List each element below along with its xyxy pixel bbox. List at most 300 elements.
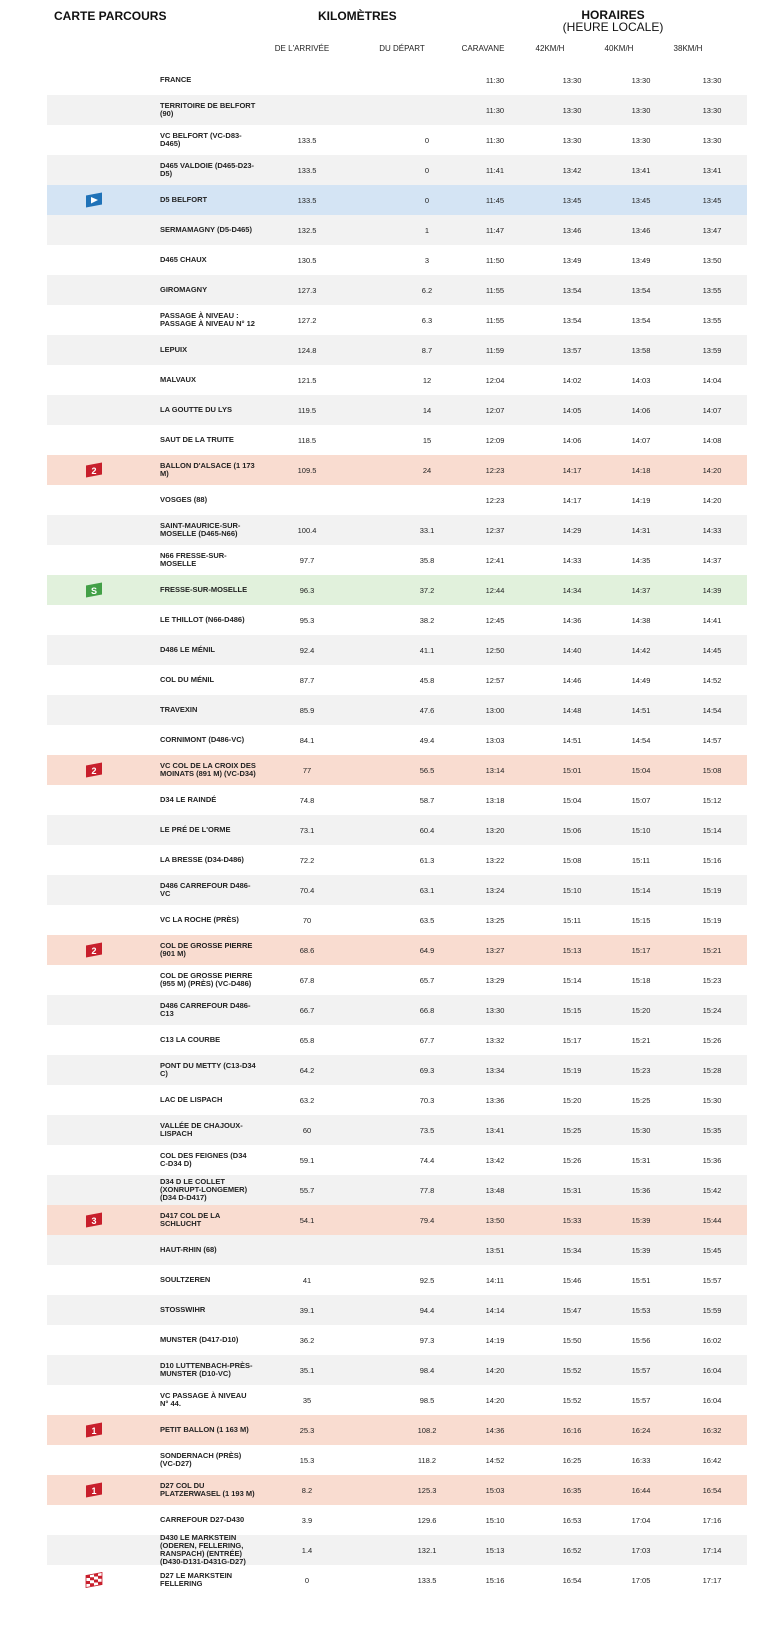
time-caravane: 12:23 (485, 465, 505, 475)
km-from-start: 74.4 (419, 1155, 435, 1165)
header-carte-parcours: CARTE PARCOURS (54, 9, 167, 23)
km-from-start: 38.2 (419, 615, 435, 625)
time-40kmh: 14:42 (631, 645, 651, 655)
header-kilometres: KILOMÈTRES (318, 9, 397, 23)
time-42kmh: 14:05 (562, 405, 582, 415)
time-42kmh: 15:34 (562, 1245, 582, 1255)
time-caravane: 14:20 (485, 1395, 505, 1405)
time-42kmh: 14:48 (562, 705, 582, 715)
time-caravane: 14:14 (485, 1305, 505, 1315)
time-38kmh: 15:30 (702, 1095, 722, 1105)
time-caravane: 11:41 (485, 165, 505, 175)
time-38kmh: 15:24 (702, 1005, 722, 1015)
km-from-arrival: 133.5 (297, 165, 317, 175)
time-38kmh: 15:21 (702, 945, 722, 955)
time-42kmh: 15:50 (562, 1335, 582, 1345)
km-from-start: 133.5 (417, 1575, 437, 1585)
location-name: PETIT BALLON (1 163 M) (160, 1425, 249, 1434)
time-38kmh: 14:07 (702, 405, 722, 415)
table-row (47, 245, 747, 275)
km-from-arrival: 97.7 (299, 555, 315, 565)
time-38kmh: 15:16 (702, 855, 722, 865)
time-40kmh: 15:30 (631, 1125, 651, 1135)
km-from-arrival: 127.3 (297, 285, 317, 295)
time-42kmh: 15:20 (562, 1095, 582, 1105)
subheader-caravane: CARAVANE (461, 44, 505, 53)
time-42kmh: 13:30 (562, 105, 582, 115)
time-38kmh: 15:57 (702, 1275, 722, 1285)
km-from-arrival: 25.3 (299, 1425, 315, 1435)
km-from-start: 77.8 (419, 1185, 435, 1195)
table-row (47, 305, 747, 335)
time-caravane: 15:13 (485, 1545, 505, 1555)
time-caravane: 13:00 (485, 705, 505, 715)
table-row (47, 1025, 747, 1055)
time-caravane: 14:36 (485, 1425, 505, 1435)
time-caravane: 12:09 (485, 435, 505, 445)
time-38kmh: 16:04 (702, 1365, 722, 1375)
time-40kmh: 15:57 (631, 1365, 651, 1375)
location-name: SONDERNACH (PRÈS) (VC-D27) (160, 1451, 242, 1468)
time-38kmh: 14:39 (702, 585, 722, 595)
location-name: FRANCE (160, 75, 192, 84)
time-40kmh: 15:10 (631, 825, 651, 835)
subheader-40kmh: 40KM/H (604, 44, 634, 53)
location-name: PONT DU METTY (C13-D34 C) (160, 1061, 256, 1078)
location-name: CARREFOUR D27-D430 (160, 1515, 245, 1524)
time-38kmh: 15:08 (702, 765, 722, 775)
km-from-start: 61.3 (419, 855, 435, 865)
time-38kmh: 15:42 (702, 1185, 722, 1195)
location-name: VC BELFORT (VC-D83-D465) (160, 131, 242, 148)
time-38kmh: 14:54 (702, 705, 722, 715)
time-42kmh: 15:10 (562, 885, 582, 895)
time-caravane: 13:25 (485, 915, 505, 925)
location-name: LAC DE LISPACH (160, 1095, 223, 1104)
km-from-arrival: 39.1 (299, 1305, 315, 1315)
km-from-arrival: 133.5 (297, 195, 317, 205)
time-caravane: 15:03 (485, 1485, 505, 1495)
time-42kmh: 13:30 (562, 135, 582, 145)
time-40kmh: 13:58 (631, 345, 651, 355)
time-42kmh: 15:31 (562, 1185, 582, 1195)
time-38kmh: 16:02 (702, 1335, 722, 1345)
table-row (47, 1385, 747, 1415)
time-42kmh: 15:25 (562, 1125, 582, 1135)
timetable-rows (47, 65, 747, 1595)
table-row (47, 1265, 747, 1295)
km-from-arrival: 74.8 (299, 795, 315, 805)
km-from-arrival: 100.4 (297, 525, 317, 535)
km-from-arrival: 70.4 (299, 885, 315, 895)
time-40kmh: 15:14 (631, 885, 651, 895)
table-row (47, 395, 747, 425)
location-name: PASSAGE À NIVEAU : PASSAGE À NIVEAU N° 12 (160, 311, 255, 328)
time-caravane: 11:55 (485, 285, 505, 295)
time-40kmh: 13:46 (631, 225, 651, 235)
table-row (47, 1325, 747, 1355)
subheader-42kmh: 42KM/H (535, 44, 565, 53)
climb-category-1-icon (83, 1482, 105, 1499)
table-row (47, 1085, 747, 1115)
km-from-start: 108.2 (417, 1425, 437, 1435)
location-name: LE THILLOT (N66-D486) (160, 615, 245, 624)
time-38kmh: 15:14 (702, 825, 722, 835)
table-row (47, 725, 747, 755)
time-38kmh: 16:54 (702, 1485, 722, 1495)
table-row (47, 215, 747, 245)
time-caravane: 14:20 (485, 1365, 505, 1375)
location-name: COL DE GROSSE PIERRE (955 M) (PRÈS) (VC-D486) (160, 971, 253, 988)
km-from-arrival: 0 (304, 1575, 310, 1585)
time-38kmh: 13:59 (702, 345, 722, 355)
sprint-icon (83, 582, 105, 599)
time-40kmh: 15:51 (631, 1275, 651, 1285)
time-40kmh: 14:07 (631, 435, 651, 445)
km-from-arrival: 55.7 (299, 1185, 315, 1195)
time-42kmh: 13:57 (562, 345, 582, 355)
time-38kmh: 13:41 (702, 165, 722, 175)
location-name: N66 FRESSE-SUR-MOSELLE (160, 551, 227, 568)
km-from-start: 33.1 (419, 525, 435, 535)
table-row (47, 1475, 747, 1505)
time-40kmh: 15:56 (631, 1335, 651, 1345)
km-from-start: 129.6 (417, 1515, 437, 1525)
time-42kmh: 15:01 (562, 765, 582, 775)
time-40kmh: 17:03 (631, 1545, 651, 1555)
time-38kmh: 13:30 (702, 135, 722, 145)
km-from-arrival: 70 (302, 915, 312, 925)
time-caravane: 13:22 (485, 855, 505, 865)
table-row (47, 425, 747, 455)
time-42kmh: 13:46 (562, 225, 582, 235)
table-row (47, 455, 747, 485)
table-row (47, 1445, 747, 1475)
time-40kmh: 14:19 (631, 495, 651, 505)
location-name: D34 D LE COLLET (XONRUPT-LONGEMER) (D34 D-D417) (160, 1177, 248, 1202)
table-row (47, 1565, 747, 1595)
km-from-start: 92.5 (419, 1275, 435, 1285)
time-caravane: 13:48 (485, 1185, 505, 1195)
subheader-depart: DU DÉPART (379, 44, 425, 53)
time-42kmh: 15:15 (562, 1005, 582, 1015)
time-caravane: 12:04 (485, 375, 505, 385)
km-from-arrival: 73.1 (299, 825, 315, 835)
km-from-arrival: 66.7 (299, 1005, 315, 1015)
km-from-start: 60.4 (419, 825, 435, 835)
time-caravane: 13:41 (485, 1125, 505, 1135)
time-40kmh: 14:06 (631, 405, 651, 415)
time-42kmh: 14:34 (562, 585, 582, 595)
km-from-arrival: 60 (302, 1125, 312, 1135)
table-row (47, 935, 747, 965)
time-42kmh: 15:08 (562, 855, 582, 865)
km-from-start: 35.8 (419, 555, 435, 565)
time-38kmh: 15:44 (702, 1215, 722, 1225)
location-name: LA GOUTTE DU LYS (160, 405, 232, 414)
time-caravane: 13:32 (485, 1035, 505, 1045)
location-name: D486 CARREFOUR D486-C13 (160, 1001, 251, 1018)
time-caravane: 14:11 (485, 1275, 505, 1285)
km-from-start: 15 (422, 435, 432, 445)
km-from-start: 37.2 (419, 585, 435, 595)
location-name: COL DES FEIGNES (D34 C-D34 D) (160, 1151, 247, 1168)
time-caravane: 13:30 (485, 1005, 505, 1015)
table-row (47, 905, 747, 935)
time-40kmh: 14:18 (631, 465, 651, 475)
location-name: LEPUIX (160, 345, 188, 354)
table-row (47, 635, 747, 665)
time-40kmh: 15:39 (631, 1245, 651, 1255)
time-40kmh: 15:15 (631, 915, 651, 925)
time-38kmh: 13:50 (702, 255, 722, 265)
km-from-arrival: 133.5 (297, 135, 317, 145)
time-42kmh: 15:26 (562, 1155, 582, 1165)
km-from-start: 24 (422, 465, 432, 475)
km-from-arrival: 85.9 (299, 705, 315, 715)
time-38kmh: 14:20 (702, 465, 722, 475)
time-38kmh: 16:04 (702, 1395, 722, 1405)
km-from-arrival: 127.2 (297, 315, 317, 325)
time-40kmh: 15:20 (631, 1005, 651, 1015)
time-38kmh: 15:19 (702, 915, 722, 925)
time-38kmh: 15:36 (702, 1155, 722, 1165)
table-row (47, 1055, 747, 1085)
km-from-start: 79.4 (419, 1215, 435, 1225)
km-from-start: 63.5 (419, 915, 435, 925)
time-caravane: 13:51 (485, 1245, 505, 1255)
km-from-start: 0 (424, 135, 430, 145)
time-42kmh: 15:17 (562, 1035, 582, 1045)
time-42kmh: 14:36 (562, 615, 582, 625)
km-from-start: 56.5 (419, 765, 435, 775)
km-from-arrival: 95.3 (299, 615, 315, 625)
time-caravane: 13:42 (485, 1155, 505, 1165)
time-caravane: 12:41 (485, 555, 505, 565)
time-caravane: 12:44 (485, 585, 505, 595)
table-row (47, 485, 747, 515)
time-40kmh: 17:05 (631, 1575, 651, 1585)
time-38kmh: 17:14 (702, 1545, 722, 1555)
location-name: D430 LE MARKSTEIN (ODEREN, FELLERING, RANSPACH) (ENTRÉE) (D430-D131-D431G-D27) (160, 1533, 246, 1566)
km-from-start: 6.3 (421, 315, 433, 325)
time-42kmh: 15:06 (562, 825, 582, 835)
location-name: VC PASSAGE À NIVEAU N° 44. (160, 1391, 247, 1408)
time-40kmh: 14:51 (631, 705, 651, 715)
time-caravane: 13:18 (485, 795, 505, 805)
subheader-arrivee: DE L'ARRIVÉE (274, 44, 330, 53)
time-40kmh: 15:23 (631, 1065, 651, 1075)
time-40kmh: 14:49 (631, 675, 651, 685)
time-42kmh: 14:33 (562, 555, 582, 565)
location-name: SAUT DE LA TRUITE (160, 435, 234, 444)
km-from-arrival: 92.4 (299, 645, 315, 655)
table-row (47, 755, 747, 785)
km-from-arrival: 15.3 (299, 1455, 315, 1465)
time-38kmh: 13:30 (702, 105, 722, 115)
table-row (47, 665, 747, 695)
table-row (47, 1205, 747, 1235)
time-42kmh: 15:11 (562, 915, 582, 925)
time-caravane: 14:52 (485, 1455, 505, 1465)
time-40kmh: 16:24 (631, 1425, 651, 1435)
table-row (47, 335, 747, 365)
km-from-start: 66.8 (419, 1005, 435, 1015)
icon-category-label: 2 (91, 466, 97, 476)
time-caravane: 15:10 (485, 1515, 505, 1525)
km-from-arrival: 3.9 (301, 1515, 313, 1525)
time-40kmh: 14:37 (631, 585, 651, 595)
km-from-arrival: 84.1 (299, 735, 315, 745)
table-row (47, 1295, 747, 1325)
table-row (47, 1415, 747, 1445)
time-caravane: 13:50 (485, 1215, 505, 1225)
time-40kmh: 13:30 (631, 135, 651, 145)
time-caravane: 13:03 (485, 735, 505, 745)
time-38kmh: 15:19 (702, 885, 722, 895)
time-42kmh: 13:30 (562, 75, 582, 85)
time-caravane: 11:55 (485, 315, 505, 325)
time-38kmh: 14:41 (702, 615, 722, 625)
location-name: D10 LUTTENBACH-PRÈS-MUNSTER (D10-VC) (160, 1361, 253, 1378)
location-name: D27 COL DU PLATZERWASEL (1 193 M) (160, 1481, 255, 1498)
km-from-arrival: 35.1 (299, 1365, 315, 1375)
location-name: D465 VALDOIE (D465-D23-D5) (160, 161, 255, 178)
time-42kmh: 13:54 (562, 285, 582, 295)
time-caravane: 12:37 (485, 525, 505, 535)
km-from-start: 67.7 (419, 1035, 435, 1045)
time-42kmh: 13:49 (562, 255, 582, 265)
table-row (47, 125, 747, 155)
table-row (47, 185, 747, 215)
time-42kmh: 16:54 (562, 1575, 582, 1585)
km-from-arrival: 59.1 (299, 1155, 315, 1165)
table-row (47, 65, 747, 95)
time-42kmh: 14:40 (562, 645, 582, 655)
time-caravane: 15:16 (485, 1575, 505, 1585)
subheader-38kmh: 38KM/H (673, 44, 703, 53)
time-40kmh: 15:04 (631, 765, 651, 775)
km-from-start: 97.3 (419, 1335, 435, 1345)
km-from-start: 0 (424, 165, 430, 175)
time-42kmh: 15:04 (562, 795, 582, 805)
climb-category-1-icon (83, 1422, 105, 1439)
location-name: TERRITOIRE DE BELFORT (90) (160, 101, 256, 118)
icon-category-label: 3 (91, 1216, 97, 1226)
location-name: SOULTZEREN (160, 1275, 211, 1284)
time-38kmh: 14:08 (702, 435, 722, 445)
time-42kmh: 15:33 (562, 1215, 582, 1225)
km-from-start: 14 (422, 405, 432, 415)
time-38kmh: 15:35 (702, 1125, 722, 1135)
time-38kmh: 13:47 (702, 225, 722, 235)
location-name: SERMAMAGNY (D5-D465) (160, 225, 252, 234)
location-name: TRAVEXIN (160, 705, 198, 714)
header-horaires-subtitle: (HEURE LOCALE) (562, 20, 664, 34)
km-from-start: 132.1 (417, 1545, 437, 1555)
location-name: VOSGES (88) (160, 495, 208, 504)
time-42kmh: 14:51 (562, 735, 582, 745)
time-40kmh: 15:18 (631, 975, 651, 985)
table-row (47, 815, 747, 845)
time-40kmh: 15:07 (631, 795, 651, 805)
time-38kmh: 14:04 (702, 375, 722, 385)
time-38kmh: 13:55 (702, 315, 722, 325)
km-from-start: 98.5 (419, 1395, 435, 1405)
time-42kmh: 16:25 (562, 1455, 582, 1465)
table-row (47, 155, 747, 185)
table-row (47, 1145, 747, 1175)
table-header (0, 0, 764, 65)
location-name: COL DE GROSSE PIERRE (901 M) (160, 941, 253, 958)
km-from-start: 63.1 (419, 885, 435, 895)
time-caravane: 13:14 (485, 765, 505, 775)
time-38kmh: 15:59 (702, 1305, 722, 1315)
time-42kmh: 14:46 (562, 675, 582, 685)
time-38kmh: 14:45 (702, 645, 722, 655)
table-row (47, 575, 747, 605)
location-name: LE PRÉ DE L'ORME (160, 825, 231, 834)
time-caravane: 11:30 (485, 75, 505, 85)
time-40kmh: 14:31 (631, 525, 651, 535)
time-40kmh: 14:35 (631, 555, 651, 565)
km-from-arrival: 77 (302, 765, 312, 775)
climb-category-2-icon (83, 942, 105, 959)
location-name: D27 LE MARKSTEIN FELLERING (160, 1571, 233, 1588)
km-from-arrival: 68.6 (299, 945, 315, 955)
km-from-arrival: 67.8 (299, 975, 315, 985)
time-40kmh: 17:04 (631, 1515, 651, 1525)
time-42kmh: 14:17 (562, 495, 582, 505)
time-40kmh: 13:41 (631, 165, 651, 175)
time-40kmh: 15:21 (631, 1035, 651, 1045)
time-caravane: 11:59 (485, 345, 505, 355)
time-38kmh: 13:55 (702, 285, 722, 295)
table-row (47, 1175, 747, 1205)
time-caravane: 11:45 (485, 195, 505, 205)
table-row (47, 275, 747, 305)
table-row (47, 875, 747, 905)
location-name: GIROMAGNY (160, 285, 208, 294)
time-42kmh: 15:19 (562, 1065, 582, 1075)
location-name: D486 CARREFOUR D486-VC (160, 881, 251, 898)
time-42kmh: 15:13 (562, 945, 582, 955)
climb-category-3-icon (83, 1212, 105, 1229)
km-from-start: 73.5 (419, 1125, 435, 1135)
finish-flag-icon (83, 1572, 105, 1589)
km-from-start: 98.4 (419, 1365, 435, 1375)
km-from-arrival: 109.5 (297, 465, 317, 475)
time-42kmh: 15:46 (562, 1275, 582, 1285)
time-40kmh: 15:36 (631, 1185, 651, 1195)
time-40kmh: 13:49 (631, 255, 651, 265)
km-from-arrival: 121.5 (297, 375, 317, 385)
km-from-arrival: 124.8 (297, 345, 317, 355)
km-from-start: 69.3 (419, 1065, 435, 1075)
time-40kmh: 15:39 (631, 1215, 651, 1225)
time-38kmh: 15:26 (702, 1035, 722, 1045)
km-from-start: 12 (422, 375, 432, 385)
km-from-start: 64.9 (419, 945, 435, 955)
time-caravane: 12:50 (485, 645, 505, 655)
location-name: STOSSWIHR (160, 1305, 206, 1314)
time-caravane: 13:34 (485, 1065, 505, 1075)
km-from-arrival: 132.5 (297, 225, 317, 235)
icon-category-label: S (90, 586, 98, 596)
climb-category-2-icon (83, 462, 105, 479)
time-caravane: 13:29 (485, 975, 505, 985)
time-38kmh: 14:52 (702, 675, 722, 685)
